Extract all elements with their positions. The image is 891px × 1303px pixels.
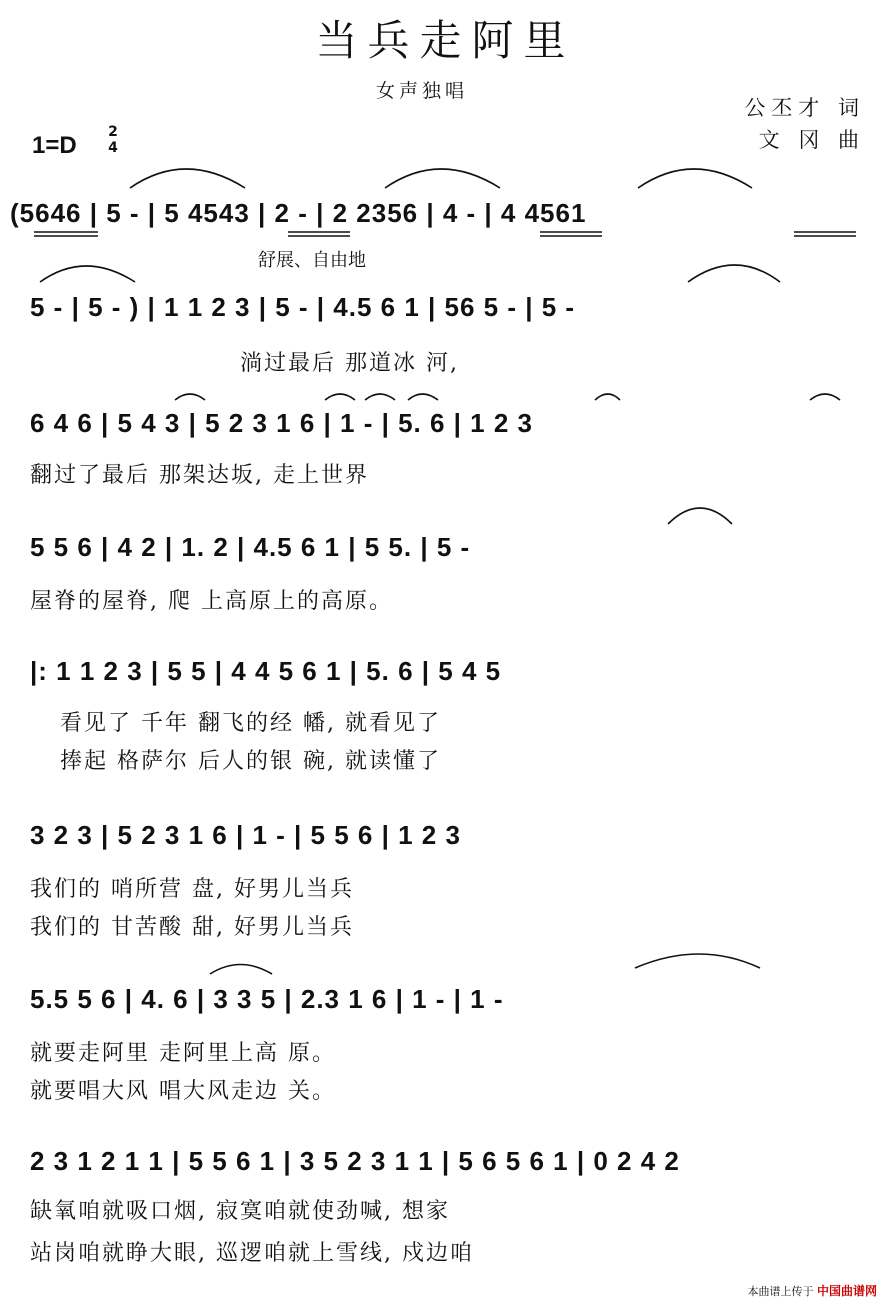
- tempo-marking: 舒展、自由地: [258, 250, 366, 271]
- lyricist-credit: 公丕才 词: [744, 96, 865, 120]
- slur-arc: [130, 169, 245, 188]
- notation-line-3: 6 4 6 | 5 4 3 | 5 2 3 1 6 | 1 - | 5. 6 | 1 2 3: [30, 408, 533, 438]
- upload-text: 本曲谱上传于: [747, 1285, 814, 1298]
- notation-line-2: 5 - | 5 - ) | 1 1 2 3 | 5 - | 4.5 6 1 | 56 5 - | 5 -: [30, 292, 576, 322]
- lyric-line-6-1: 我们的 哨所营 盘, 好男儿当兵: [30, 877, 354, 902]
- lyric-line-7-1: 就要走阿里 走阿里上高 原。: [30, 1041, 336, 1066]
- notation-line-7: 5.5 5 6 | 4. 6 | 3 3 5 | 2.3 1 6 | 1 - | 1 -: [30, 984, 504, 1014]
- lyric-line-8-1: 缺氧咱就吸口烟, 寂寞咱就使劲喊, 想家: [30, 1199, 450, 1224]
- time-sig-top: 2: [108, 124, 118, 140]
- footer-credit: [747, 1282, 877, 1299]
- notation-line-1: (5646 | 5 - | 5 4543 | 2 - | 2 2356 | 4 - | 4 4561: [10, 198, 587, 228]
- notation-line-8: 2 3 1 2 1 1 | 5 5 6 1 | 3 5 2 3 1 1 | 5 6 5 6 1 | 0 2 4 2: [30, 1146, 680, 1176]
- lyric-line-5-1: 看见了 千年 翻飞的经 幡, 就看见了: [60, 711, 441, 736]
- slur-arc: [365, 394, 395, 400]
- notation-line-4: 5 5 6 | 4 2 | 1. 2 | 4.5 6 1 | 5 5. | 5 -: [30, 532, 471, 562]
- key-signature: 1=D: [32, 132, 77, 159]
- lyric-line-6-2: 我们的 甘苦酸 甜, 好男儿当兵: [30, 915, 354, 940]
- lyric-line-4-1: 屋脊的屋脊, 爬 上高原上的高原。: [30, 589, 393, 614]
- slur-arc: [595, 394, 620, 400]
- slur-arc: [668, 508, 732, 524]
- lyric-line-2-1: 淌过最后 那道冰 河,: [240, 351, 459, 376]
- notation-line-5: |: 1 1 2 3 | 5 5 | 4 4 5 6 1 | 5. 6 | 5 4 5: [30, 656, 502, 686]
- slur-arc: [810, 394, 840, 400]
- performance-type: 女声独唱: [376, 80, 469, 102]
- slur-arc: [210, 965, 272, 975]
- slur-arc: [40, 266, 135, 282]
- time-sig-bottom: 4: [108, 140, 118, 156]
- lyric-line-5-2: 捧起 格萨尔 后人的银 碗, 就读懂了: [60, 749, 441, 774]
- slur-arc: [408, 394, 438, 400]
- slur-arc: [325, 394, 355, 400]
- lyric-line-3-1: 翻过了最后 那架达坂, 走上世界: [30, 463, 369, 488]
- notation-line-6: 3 2 3 | 5 2 3 1 6 | 1 - | 5 5 6 | 1 2 3: [30, 820, 461, 850]
- slur-arc: [638, 169, 752, 188]
- slur-arc: [635, 954, 760, 968]
- slur-arc: [688, 265, 780, 282]
- score-title: 当兵走阿里: [315, 16, 576, 65]
- composer-credit: 文 冈 曲: [758, 128, 865, 152]
- lyric-line-8-2: 站岗咱就睁大眼, 巡逻咱就上雪线, 戍边咱: [30, 1241, 474, 1266]
- time-signature: [106, 124, 120, 156]
- lyric-line-7-2: 就要唱大风 唱大风走边 关。: [30, 1079, 336, 1104]
- slur-arc: [175, 394, 205, 400]
- site-logo-text[interactable]: 中国曲谱网: [816, 1284, 877, 1298]
- slur-arc: [385, 169, 500, 188]
